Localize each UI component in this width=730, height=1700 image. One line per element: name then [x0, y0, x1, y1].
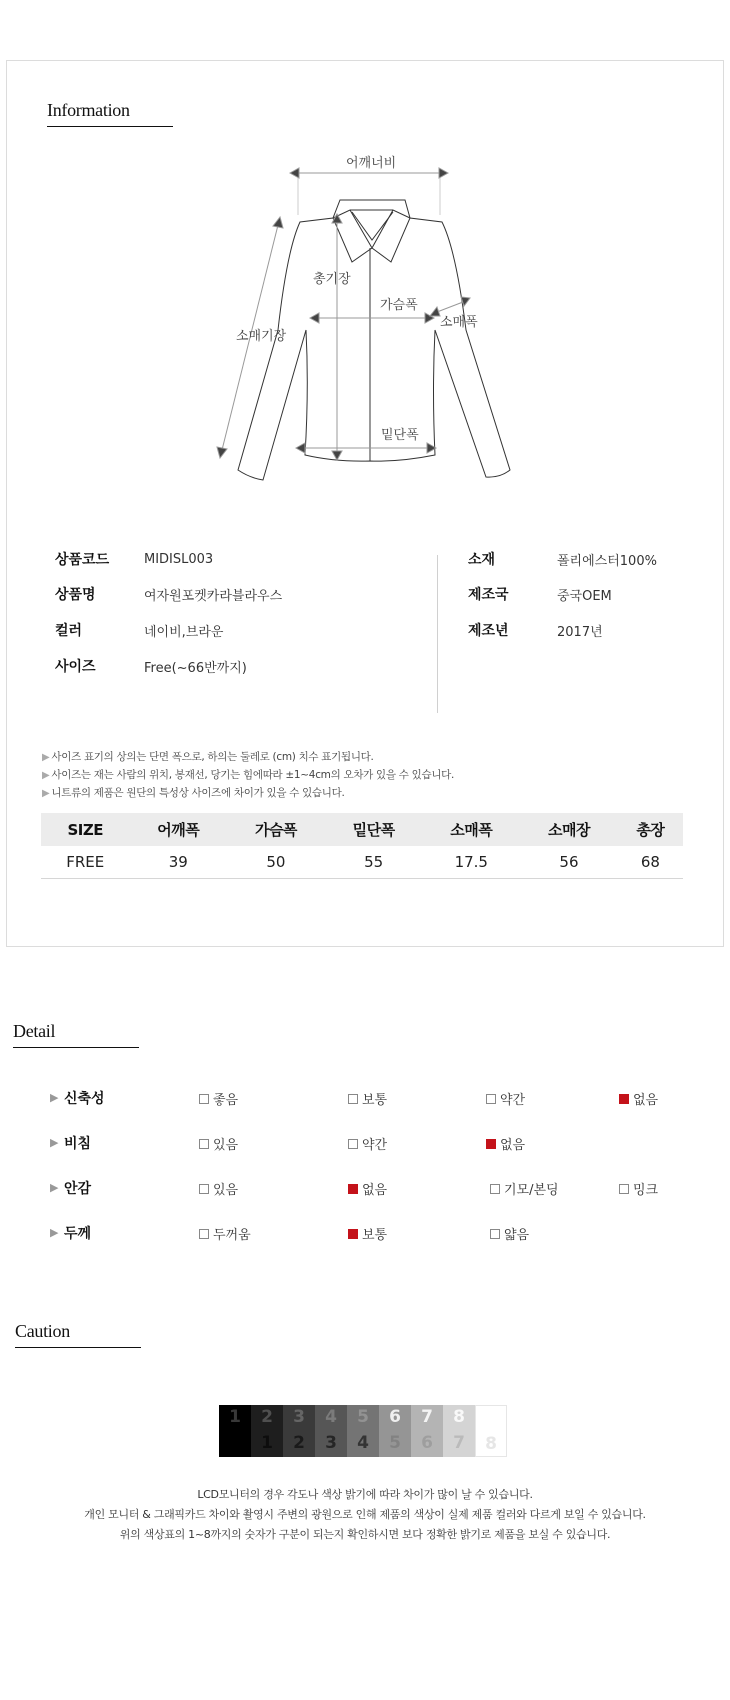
size-notes: [42, 748, 454, 802]
spec-value: MIDISL003: [144, 551, 214, 567]
detail-label: 두께: [64, 1226, 92, 1242]
spec-key: 제조년: [468, 623, 509, 639]
table-header: 밑단폭: [325, 813, 423, 846]
triangle-bullet-icon: ▶: [50, 1136, 59, 1149]
table-row: [41, 846, 683, 878]
gray-swatch-bottom-number: 8: [485, 1434, 497, 1454]
gray-swatch: [219, 1405, 251, 1457]
triangle-bullet-icon: ▶: [50, 1091, 59, 1104]
caution-title-text: Caution: [15, 1321, 70, 1341]
gray-swatch-top-number: 1: [229, 1407, 241, 1427]
spec-key: 상품명: [55, 587, 96, 603]
note-item: ▶ 니트류의 제품은 원단의 특성상 사이즈에 차이가 있을 수 있습니다.: [42, 787, 345, 799]
detail-label: 안감: [64, 1181, 92, 1197]
checkbox: [490, 1229, 500, 1239]
gray-swatch-top-number: 3: [293, 1407, 305, 1427]
gray-swatch: [347, 1405, 379, 1457]
note-item: ▶ 사이즈는 재는 사람의 위치, 봉재선, 당기는 힘에따라 ±1~4cm의 오차가 있을 수 있습니다.: [42, 769, 455, 781]
gray-swatch-bottom-number: 2: [293, 1433, 305, 1453]
size-table: [41, 813, 683, 879]
table-header-row: [41, 813, 683, 846]
table-header: 총장: [618, 813, 683, 846]
gray-swatch: [475, 1405, 507, 1457]
label-sleeve-width: 소매폭: [440, 315, 478, 330]
gray-swatch-top-number: 2: [261, 1407, 273, 1427]
spec-key: 소재: [468, 552, 496, 568]
table-cell: 39: [129, 846, 227, 878]
checkbox: [348, 1139, 358, 1149]
detail-row-thickness: [50, 1221, 690, 1245]
gray-swatch: [283, 1405, 315, 1457]
checkbox-checked: [486, 1139, 496, 1149]
spec-value: 중국OEM: [557, 588, 612, 604]
detail-row-stretch: [50, 1086, 690, 1110]
spec-value: Free(~66반까지): [144, 660, 247, 676]
detail-option: 밍크: [619, 1179, 658, 1198]
detail-option: 약간: [348, 1134, 387, 1153]
checkbox-checked: [348, 1229, 358, 1239]
detail-option: 있음: [199, 1134, 238, 1153]
detail-title-text: Detail: [13, 1021, 56, 1041]
label-total-length: 총기장: [313, 272, 351, 287]
spec-value: 여자원포켓카라블라우스: [144, 588, 283, 604]
checkbox: [486, 1094, 496, 1104]
garment-measurement-diagram: [0, 0, 730, 500]
detail-label: 비침: [64, 1136, 92, 1152]
checkbox: [199, 1229, 209, 1239]
table-header: 어깨폭: [129, 813, 227, 846]
detail-option: 기모/본딩: [490, 1179, 559, 1198]
gray-swatch: [315, 1405, 347, 1457]
checkbox: [199, 1184, 209, 1194]
measurement-arrows: [217, 168, 470, 460]
gray-swatch-top-number: 4: [325, 1407, 337, 1427]
gray-swatch-top-number: 8: [453, 1407, 465, 1427]
caution-line: 개인 모니터 & 그래픽카드 차이와 촬영시 주변의 광원으로 인해 제품의 색상이 실제 제품 컬러와 다르게 보일 수 있습니다.: [84, 1508, 646, 1521]
label-hem: 밑단폭: [381, 428, 419, 443]
detail-section-title: [13, 1021, 55, 1042]
triangle-bullet-icon: ▶: [42, 752, 50, 763]
table-header: SIZE: [41, 813, 129, 846]
table-header: 소매장: [520, 813, 618, 846]
gray-swatch: [379, 1405, 411, 1457]
table-cell: FREE: [41, 846, 129, 878]
title-underline: [15, 1347, 141, 1348]
table-header: 가슴폭: [227, 813, 325, 846]
detail-option: 약간: [486, 1089, 525, 1108]
table-cell: 55: [325, 846, 423, 878]
checkbox: [199, 1094, 209, 1104]
checkbox-checked: [348, 1184, 358, 1194]
information-title-text: Information: [47, 100, 130, 120]
table-header: 소매폭: [422, 813, 520, 846]
gray-swatch: [443, 1405, 475, 1457]
detail-option: 두꺼움: [199, 1224, 251, 1243]
detail-option: 좋음: [199, 1089, 238, 1108]
triangle-bullet-icon: ▶: [42, 770, 50, 781]
detail-option: 보통: [348, 1224, 387, 1243]
detail-option: 없음: [486, 1134, 525, 1153]
note-item: ▶ 사이즈 표기의 상의는 단면 폭으로, 하의는 둘레로 (cm) 치수 표기됩니다.: [42, 751, 374, 763]
gray-swatch-bottom-number: 1: [261, 1433, 273, 1453]
detail-option: 보통: [348, 1089, 387, 1108]
detail-option: 있음: [199, 1179, 238, 1198]
spec-key: 컬러: [55, 623, 83, 639]
caution-section-title: [15, 1321, 70, 1342]
gray-swatch-top-number: 5: [357, 1407, 369, 1427]
gray-swatch-bottom-number: 5: [389, 1433, 401, 1453]
detail-row-lining: [50, 1176, 690, 1200]
spec-key: 제조국: [468, 587, 509, 603]
triangle-bullet-icon: ▶: [50, 1226, 59, 1239]
caution-line: LCD모니터의 경우 각도나 색상 밝기에 따라 차이가 많이 날 수 있습니다.: [197, 1488, 533, 1501]
gray-swatch: [411, 1405, 443, 1457]
table-cell: 56: [520, 846, 618, 878]
checkbox: [348, 1094, 358, 1104]
triangle-bullet-icon: ▶: [42, 788, 50, 799]
checkbox: [199, 1139, 209, 1149]
detail-option: 얇음: [490, 1224, 529, 1243]
label-shoulder: 어깨너비: [346, 156, 397, 171]
checkbox: [490, 1184, 500, 1194]
gray-swatch-top-number: 7: [421, 1407, 433, 1427]
table-cell: 50: [227, 846, 325, 878]
gray-swatch: [251, 1405, 283, 1457]
gray-swatch-bottom-number: 7: [453, 1433, 465, 1453]
triangle-bullet-icon: ▶: [50, 1181, 59, 1194]
spec-value: 2017년: [557, 624, 603, 640]
label-chest: 가슴폭: [380, 298, 418, 313]
detail-option: 없음: [619, 1089, 658, 1108]
detail-option: 없음: [348, 1179, 387, 1198]
table-cell: 68: [618, 846, 683, 878]
gray-swatch-top-number: 6: [389, 1407, 401, 1427]
gray-swatch-bottom-number: 4: [357, 1433, 369, 1453]
table-cell: 17.5: [422, 846, 520, 878]
spec-value: 폴리에스터100%: [557, 553, 657, 569]
spec-divider: [437, 555, 438, 713]
checkbox: [619, 1184, 629, 1194]
spec-key: 사이즈: [55, 659, 96, 675]
detail-label: 신축성: [64, 1091, 105, 1107]
caution-text: [0, 1485, 730, 1545]
gray-swatch-bottom-number: 6: [421, 1433, 433, 1453]
spec-key: 상품코드: [55, 552, 110, 568]
title-underline: [13, 1047, 139, 1048]
detail-row-transparency: [50, 1131, 690, 1155]
caution-line: 위의 색상표의 1~8까지의 숫자가 구분이 되는지 확인하시면 보다 정확한 밝기로 제품을 보실 수 있습니다.: [119, 1528, 611, 1541]
spec-value: 네이비,브라운: [144, 624, 224, 640]
gray-swatch-bottom-number: 3: [325, 1433, 337, 1453]
checkbox-checked: [619, 1094, 629, 1104]
label-sleeve-length: 소매기장: [236, 329, 287, 344]
grayscale-chart: [219, 1405, 507, 1457]
